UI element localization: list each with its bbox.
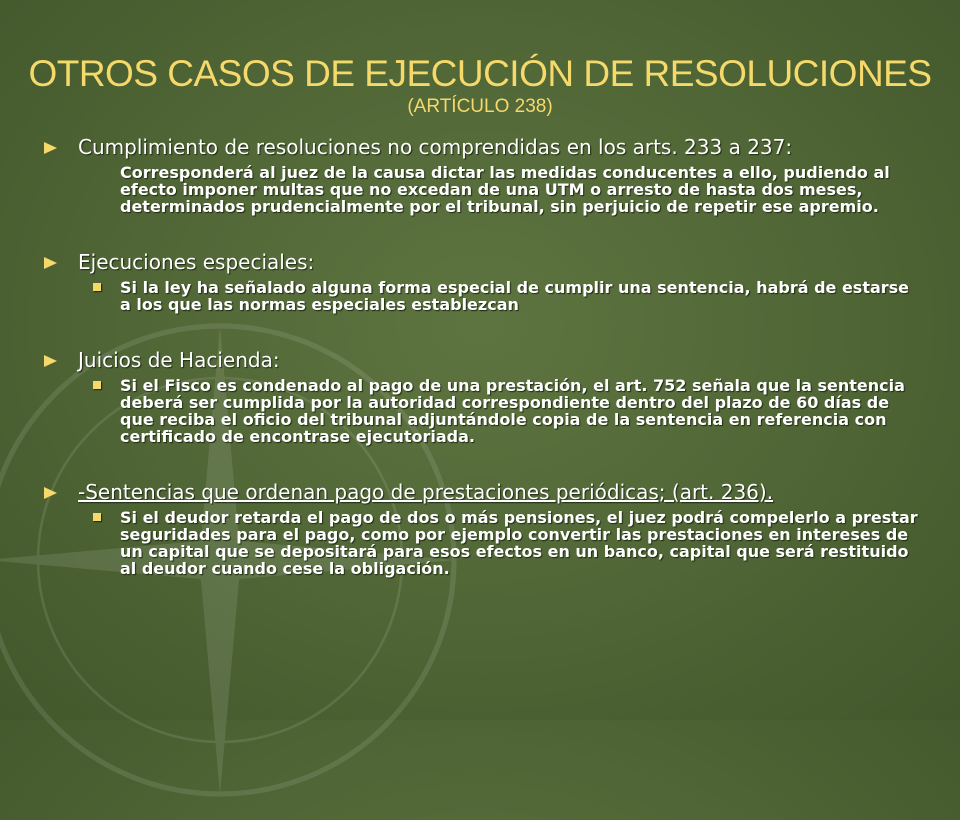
- bullet-heading: Ejecuciones especiales:: [78, 250, 315, 274]
- square-bullet-icon: [93, 283, 101, 291]
- sub-bullet: [78, 279, 920, 313]
- slide-title: OTROS CASOS DE EJECUCIÓN DE RESOLUCIONES: [28, 53, 932, 94]
- arrow-bullet-icon: [44, 142, 57, 154]
- sub-bullet-text: Si el Fisco es condenado al pago de una prestación, el art. 752 señala que la sentencia deberá ser cumplida por la autoridad correspondiente dentro del plazo de 60 días de que reciba el oficio del tribunal adjuntándole copia de la sentencia en referencia con certificado de encontrase ejecutoriada.: [120, 376, 905, 446]
- bullet-cumplimiento: [40, 134, 920, 215]
- bullet-body: Corresponderá al juez de la causa dictar las medidas conducentes a ello, pudiendo al efecto imponer multas que no excedan de una UTM o arresto de hasta dos meses, determinados prudencialmente por el tribunal, sin perjuicio de repetir ese apremio.: [120, 163, 890, 216]
- slide-subtitle: (ARTÍCULO 238): [407, 96, 553, 117]
- square-bullet-icon: [93, 381, 101, 389]
- square-bullet-icon: [93, 513, 101, 521]
- sub-bullet: [78, 509, 920, 577]
- bullet-prestaciones-periodicas: [40, 479, 920, 577]
- bullet-juicios-hacienda: [40, 347, 920, 445]
- sub-bullet-text: Si el deudor retarda el pago de dos o más pensiones, el juez podrá compelerlo a prestar seguridades para el pago, como por ejemplo convertir las prestaciones en intereses de un capital que se depositará para esos efectos en un banco, capital que será restituido al deudor cuando cese la obligación.: [120, 508, 918, 578]
- sub-bullet-text: Si la ley ha señalado alguna forma especial de cumplir una sentencia, habrá de estarse a los que las normas especiales establezcan: [120, 278, 910, 314]
- bullet-heading: Juicios de Hacienda:: [78, 348, 280, 372]
- bullet-heading: Cumplimiento de resoluciones no comprendidas en los arts. 233 a 237:: [78, 135, 793, 159]
- arrow-bullet-icon: [44, 355, 57, 367]
- arrow-bullet-icon: [44, 487, 57, 499]
- bullet-ejecuciones-especiales: [40, 249, 920, 313]
- bullet-heading: -Sentencias que ordenan pago de prestaciones periódicas; (art. 236).: [78, 480, 774, 504]
- arrow-bullet-icon: [44, 257, 57, 269]
- sub-bullet: [78, 377, 920, 445]
- slide-content: [40, 134, 920, 577]
